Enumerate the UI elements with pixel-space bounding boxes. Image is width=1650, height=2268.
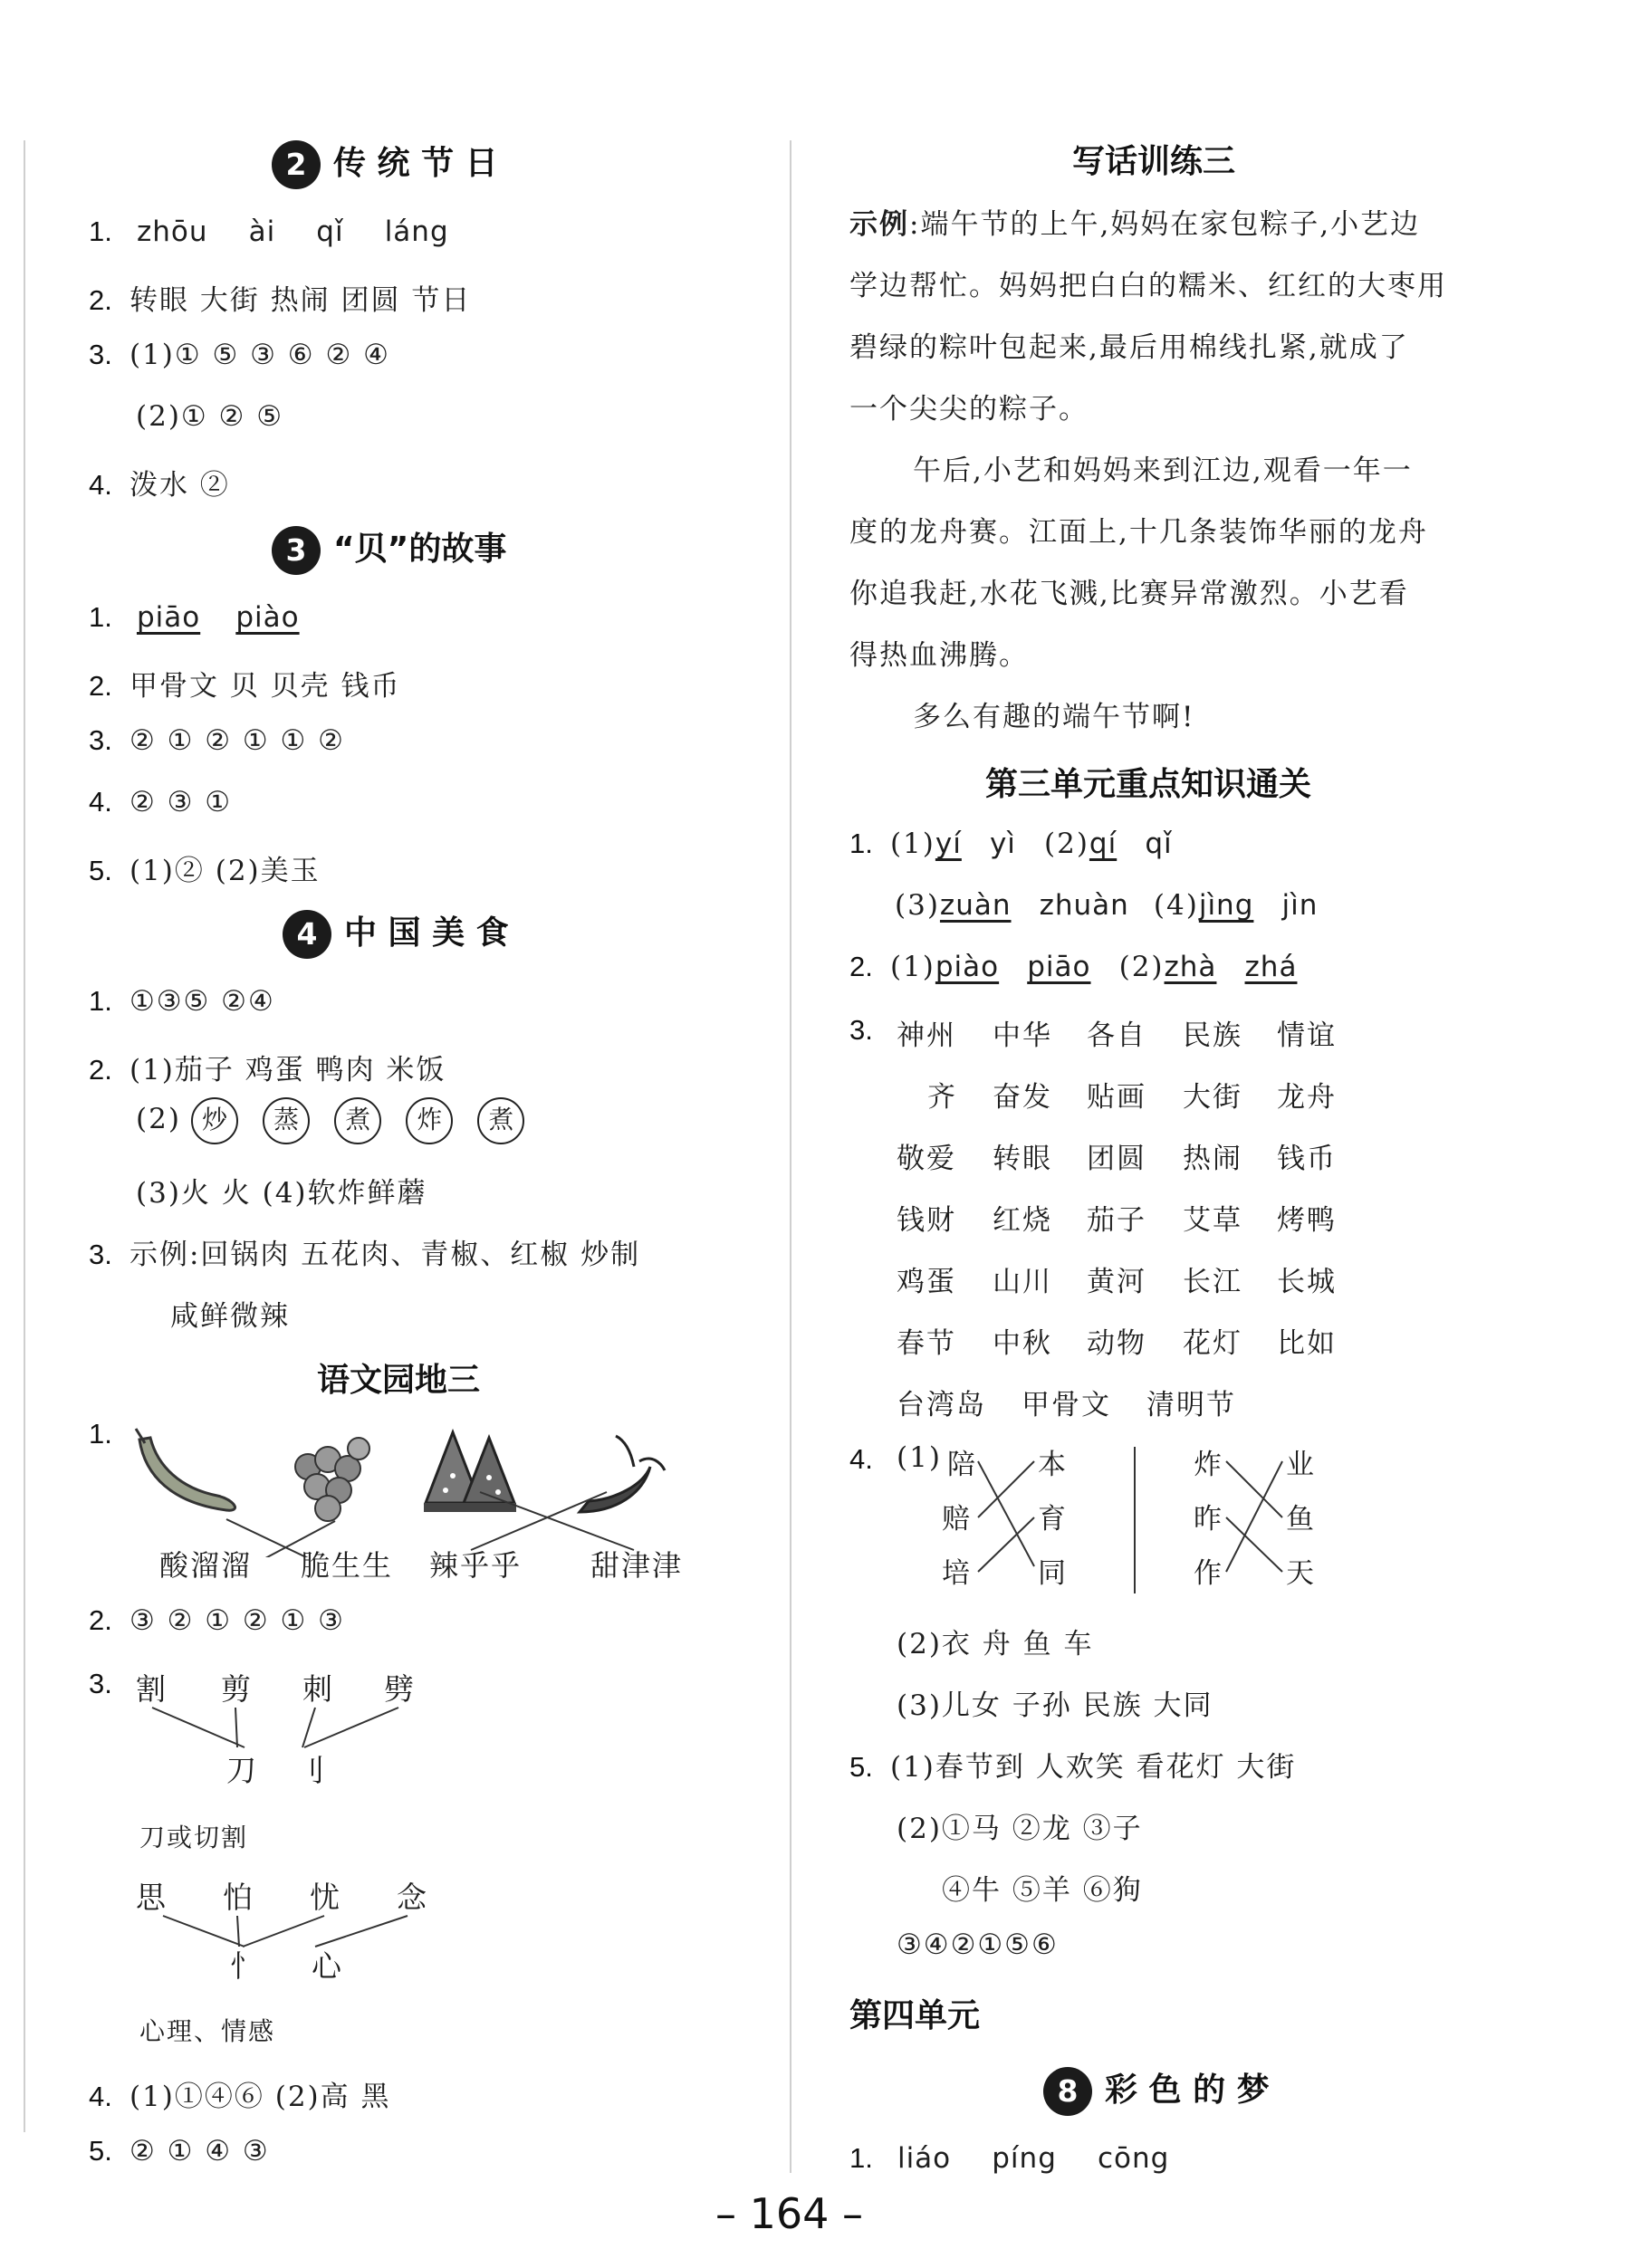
q4-left-1: 陪 bbox=[947, 1449, 977, 1481]
word-cell: 大街 bbox=[1183, 1081, 1242, 1114]
q3-note-1: 刀或切割 bbox=[139, 1823, 249, 1852]
garden-q2: 2. ③ ② ① ② ① ③ bbox=[89, 1604, 345, 1637]
q4-rightR-2: 鱼 bbox=[1286, 1503, 1316, 1536]
l2-q4: 4. 泼水 ② bbox=[89, 469, 230, 502]
writing-line-5: 午后,小艺和妈妈来到江边,观看一年一 bbox=[913, 455, 1413, 487]
l3-q5: 5. (1)② (2)美玉 bbox=[89, 855, 321, 887]
q3b-top-3: 忧 bbox=[310, 1880, 341, 1915]
circled-char: 炒 bbox=[191, 1097, 238, 1144]
lesson-4-badge: 4 bbox=[283, 910, 331, 959]
u3-q1b: (3)zuàn zhuàn (4)jìng jìn bbox=[895, 889, 1319, 922]
unit4-title: 第四单元 bbox=[849, 1997, 981, 2034]
l3-q2: 2. 甲骨文 贝 贝壳 钱币 bbox=[89, 670, 401, 703]
writing-line-4: 一个尖尖的粽子。 bbox=[849, 393, 1089, 426]
q3b-lines bbox=[136, 1910, 444, 1965]
q3-top-2: 剪 bbox=[221, 1671, 253, 1707]
lesson-2-title: 2 传 统 节 日 bbox=[272, 138, 498, 189]
word-cell: 敬爱 bbox=[897, 1143, 956, 1175]
q4-right-2: 昨 bbox=[1194, 1503, 1223, 1536]
circled-char: 炸 bbox=[406, 1097, 453, 1144]
word-cell: 台湾岛 bbox=[897, 1389, 986, 1421]
q3b-top-1: 思 bbox=[136, 1880, 168, 1915]
l3-q4: 4. ② ③ ① bbox=[89, 786, 233, 818]
word-cell: 鸡蛋 bbox=[897, 1266, 956, 1298]
q3-bottom-1: 刀 bbox=[226, 1753, 258, 1788]
q4-rightR-1: 业 bbox=[1286, 1449, 1316, 1481]
l8-q1: 1. liáo píng cōng bbox=[849, 2142, 1170, 2175]
word-cell: 各自 bbox=[1087, 1019, 1146, 1052]
word-crisp: 脆生生 bbox=[301, 1548, 394, 1583]
garden-3-title: 语文园地三 bbox=[317, 1362, 481, 1399]
q3b-bottom-1: 忄 bbox=[230, 1948, 262, 1984]
writing-line-2: 学边帮忙。妈妈把白白的糯米、红红的大枣用 bbox=[849, 270, 1447, 302]
garden-q1-num: 1. bbox=[89, 1418, 112, 1450]
word-sour: 酸溜溜 bbox=[159, 1548, 253, 1583]
q3b-bottom-2: 心 bbox=[312, 1948, 343, 1984]
u3-q4b: (2)衣 舟 鱼 车 bbox=[897, 1628, 1094, 1660]
u3-q2: 2. (1)piào piāo (2)zhà zhá bbox=[849, 951, 1298, 983]
q3b-top-2: 怕 bbox=[223, 1880, 254, 1915]
garden-q5: 5. ② ① ④ ③ bbox=[89, 2135, 270, 2168]
word-sweet: 甜津津 bbox=[590, 1548, 684, 1583]
word-cell: 民族 bbox=[1183, 1019, 1242, 1052]
word-cell: 钱财 bbox=[897, 1204, 956, 1237]
l2-q2: 2. 转眼 大街 热闹 团圆 节日 bbox=[89, 284, 472, 317]
q3-bottom-2: 刂 bbox=[295, 1753, 327, 1788]
writing-line-1: 示例:端午节的上午,妈妈在家包粽子,小艺边 bbox=[849, 208, 1421, 241]
q4-left-lines bbox=[974, 1449, 1040, 1584]
word-cell: 甲骨文 bbox=[1022, 1389, 1111, 1421]
q3-top-3: 刺 bbox=[302, 1671, 334, 1707]
l4-q2a: 2. (1)茄子 鸡蛋 鸭肉 米饭 bbox=[89, 1054, 446, 1086]
word-cell: 贴画 bbox=[1087, 1081, 1146, 1114]
circled-char: 煮 bbox=[477, 1097, 524, 1144]
word-cell: 团圆 bbox=[1087, 1143, 1146, 1175]
word-cell: 茄子 bbox=[1087, 1204, 1146, 1237]
unit3-title: 第三单元重点知识通关 bbox=[985, 766, 1312, 803]
page-number: – 164 – bbox=[715, 2189, 864, 2238]
lesson-4-title: 4 中 国 美 食 bbox=[283, 907, 509, 959]
u3-q5b: (2)①马 ②龙 ③子 bbox=[897, 1813, 1143, 1845]
word-cell: 热闹 bbox=[1183, 1143, 1242, 1175]
u3-q1a: 1. (1)yí yì (2)qí qǐ bbox=[849, 828, 1173, 860]
garden-q3-num: 3. bbox=[89, 1668, 112, 1699]
word-cell: 烤鸭 bbox=[1277, 1204, 1337, 1237]
q3b-top-4: 念 bbox=[397, 1880, 428, 1915]
circled-char: 蒸 bbox=[263, 1097, 310, 1144]
l4-q3b: 咸鲜微辣 bbox=[170, 1300, 290, 1333]
word-cell: 龙舟 bbox=[1277, 1081, 1337, 1114]
word-cell: 花灯 bbox=[1183, 1327, 1242, 1360]
u3-q5d: ③④②①⑤⑥ bbox=[897, 1928, 1059, 1961]
u3-q4-label: (1) bbox=[897, 1441, 942, 1474]
lesson-2-badge: 2 bbox=[272, 140, 321, 189]
word-cell: 清明节 bbox=[1146, 1389, 1236, 1421]
l3-q1: 1. piāo piào bbox=[89, 601, 300, 634]
q4-separator bbox=[1134, 1447, 1136, 1593]
word-cell: 动物 bbox=[1087, 1327, 1146, 1360]
left-margin-line bbox=[24, 140, 25, 2132]
q3-top-4: 劈 bbox=[384, 1671, 416, 1707]
u3-q5a: 5. (1)春节到 人欢笑 看花灯 大街 bbox=[849, 1751, 1297, 1784]
q4-left-3: 培 bbox=[942, 1557, 972, 1590]
word-cell: 红烧 bbox=[993, 1204, 1052, 1237]
lesson-8-badge: 8 bbox=[1043, 2067, 1092, 2116]
circled-char: 煮 bbox=[334, 1097, 381, 1144]
garden-q4: 4. (1)①④⑥ (2)高 黑 bbox=[89, 2081, 391, 2113]
q3-lines bbox=[136, 1702, 444, 1766]
l4-q2c: (3)火 火 (4)软炸鲜蘑 bbox=[136, 1177, 427, 1210]
word-cell: 山川 bbox=[993, 1266, 1052, 1298]
word-cell: 春节 bbox=[897, 1327, 956, 1360]
q4-right-1: 炸 bbox=[1194, 1449, 1223, 1481]
word-spicy: 辣乎乎 bbox=[429, 1548, 523, 1583]
l2-q3a: 3. (1)① ⑤ ③ ⑥ ② ④ bbox=[89, 339, 390, 371]
writing-line-8: 得热血沸腾。 bbox=[849, 639, 1029, 672]
q4-rightR-3: 天 bbox=[1286, 1557, 1316, 1590]
l2-q3b: (2)① ② ⑤ bbox=[136, 400, 283, 433]
writing-line-6: 度的龙舟赛。江面上,十几条装饰华丽的龙舟 bbox=[849, 516, 1428, 549]
l3-q3: 3. ② ① ② ① ① ② bbox=[89, 724, 345, 757]
l2-q1: 1. zhōu ài qǐ láng bbox=[89, 215, 449, 248]
center-divider bbox=[790, 140, 791, 2173]
q4-leftR-2: 育 bbox=[1038, 1503, 1068, 1536]
q3-note-2: 心理、情感 bbox=[139, 2016, 276, 2046]
q4-right-3: 作 bbox=[1194, 1557, 1223, 1590]
l4-q1: 1. ①③⑤ ②④ bbox=[89, 985, 275, 1018]
word-cell: 比如 bbox=[1277, 1327, 1337, 1360]
word-cell: 黄河 bbox=[1087, 1266, 1146, 1298]
word-cell: 转眼 bbox=[993, 1143, 1052, 1175]
u3-q4c: (3)儿女 子孙 民族 大同 bbox=[897, 1689, 1214, 1722]
q4-leftR-1: 本 bbox=[1038, 1449, 1068, 1481]
q3-top-1: 割 bbox=[136, 1671, 168, 1707]
word-cell: 钱币 bbox=[1277, 1143, 1337, 1175]
lesson-3-title: 3 “贝”的故事 bbox=[272, 523, 506, 575]
word-cell: 中华 bbox=[993, 1019, 1052, 1052]
lesson-3-badge: 3 bbox=[272, 526, 321, 575]
word-cell: 中秋 bbox=[993, 1327, 1052, 1360]
u3-q3-num: 3. bbox=[849, 1014, 873, 1046]
l4-q3a: 3. 示例:回锅肉 五花肉、青椒、红椒 炒制 bbox=[89, 1239, 641, 1271]
u3-q4-num: 4. bbox=[849, 1443, 873, 1475]
word-cell: 长城 bbox=[1277, 1266, 1337, 1298]
word-cell: 艾草 bbox=[1183, 1204, 1242, 1237]
lesson-8-title: 8 彩 色 的 梦 bbox=[1043, 2064, 1270, 2116]
writing-line-3: 碧绿的粽叶包起来,最后用棉线扎紧,就成了 bbox=[849, 331, 1409, 364]
q4-right-lines bbox=[1223, 1449, 1288, 1584]
q4-left-2: 赔 bbox=[942, 1503, 972, 1536]
word-cell: 奋发 bbox=[993, 1081, 1052, 1114]
q4-leftR-3: 同 bbox=[1038, 1557, 1068, 1590]
writing-line-9: 多么有趣的端午节啊! bbox=[913, 701, 1195, 733]
writing-title: 写话训练三 bbox=[1072, 143, 1236, 180]
u3-q5c: ④牛 ⑤羊 ⑥狗 bbox=[942, 1874, 1143, 1907]
word-cell: 情谊 bbox=[1277, 1019, 1337, 1052]
word-cell: 神州 bbox=[897, 1019, 956, 1052]
word-cell: 长江 bbox=[1183, 1266, 1242, 1298]
writing-line-7: 你追我赶,水花飞溅,比赛异常激烈。小艺看 bbox=[849, 578, 1409, 610]
word-cell: 齐 bbox=[927, 1081, 957, 1114]
l4-q2b: (2) 炒 蒸 煮 炸 煮 bbox=[136, 1097, 544, 1144]
